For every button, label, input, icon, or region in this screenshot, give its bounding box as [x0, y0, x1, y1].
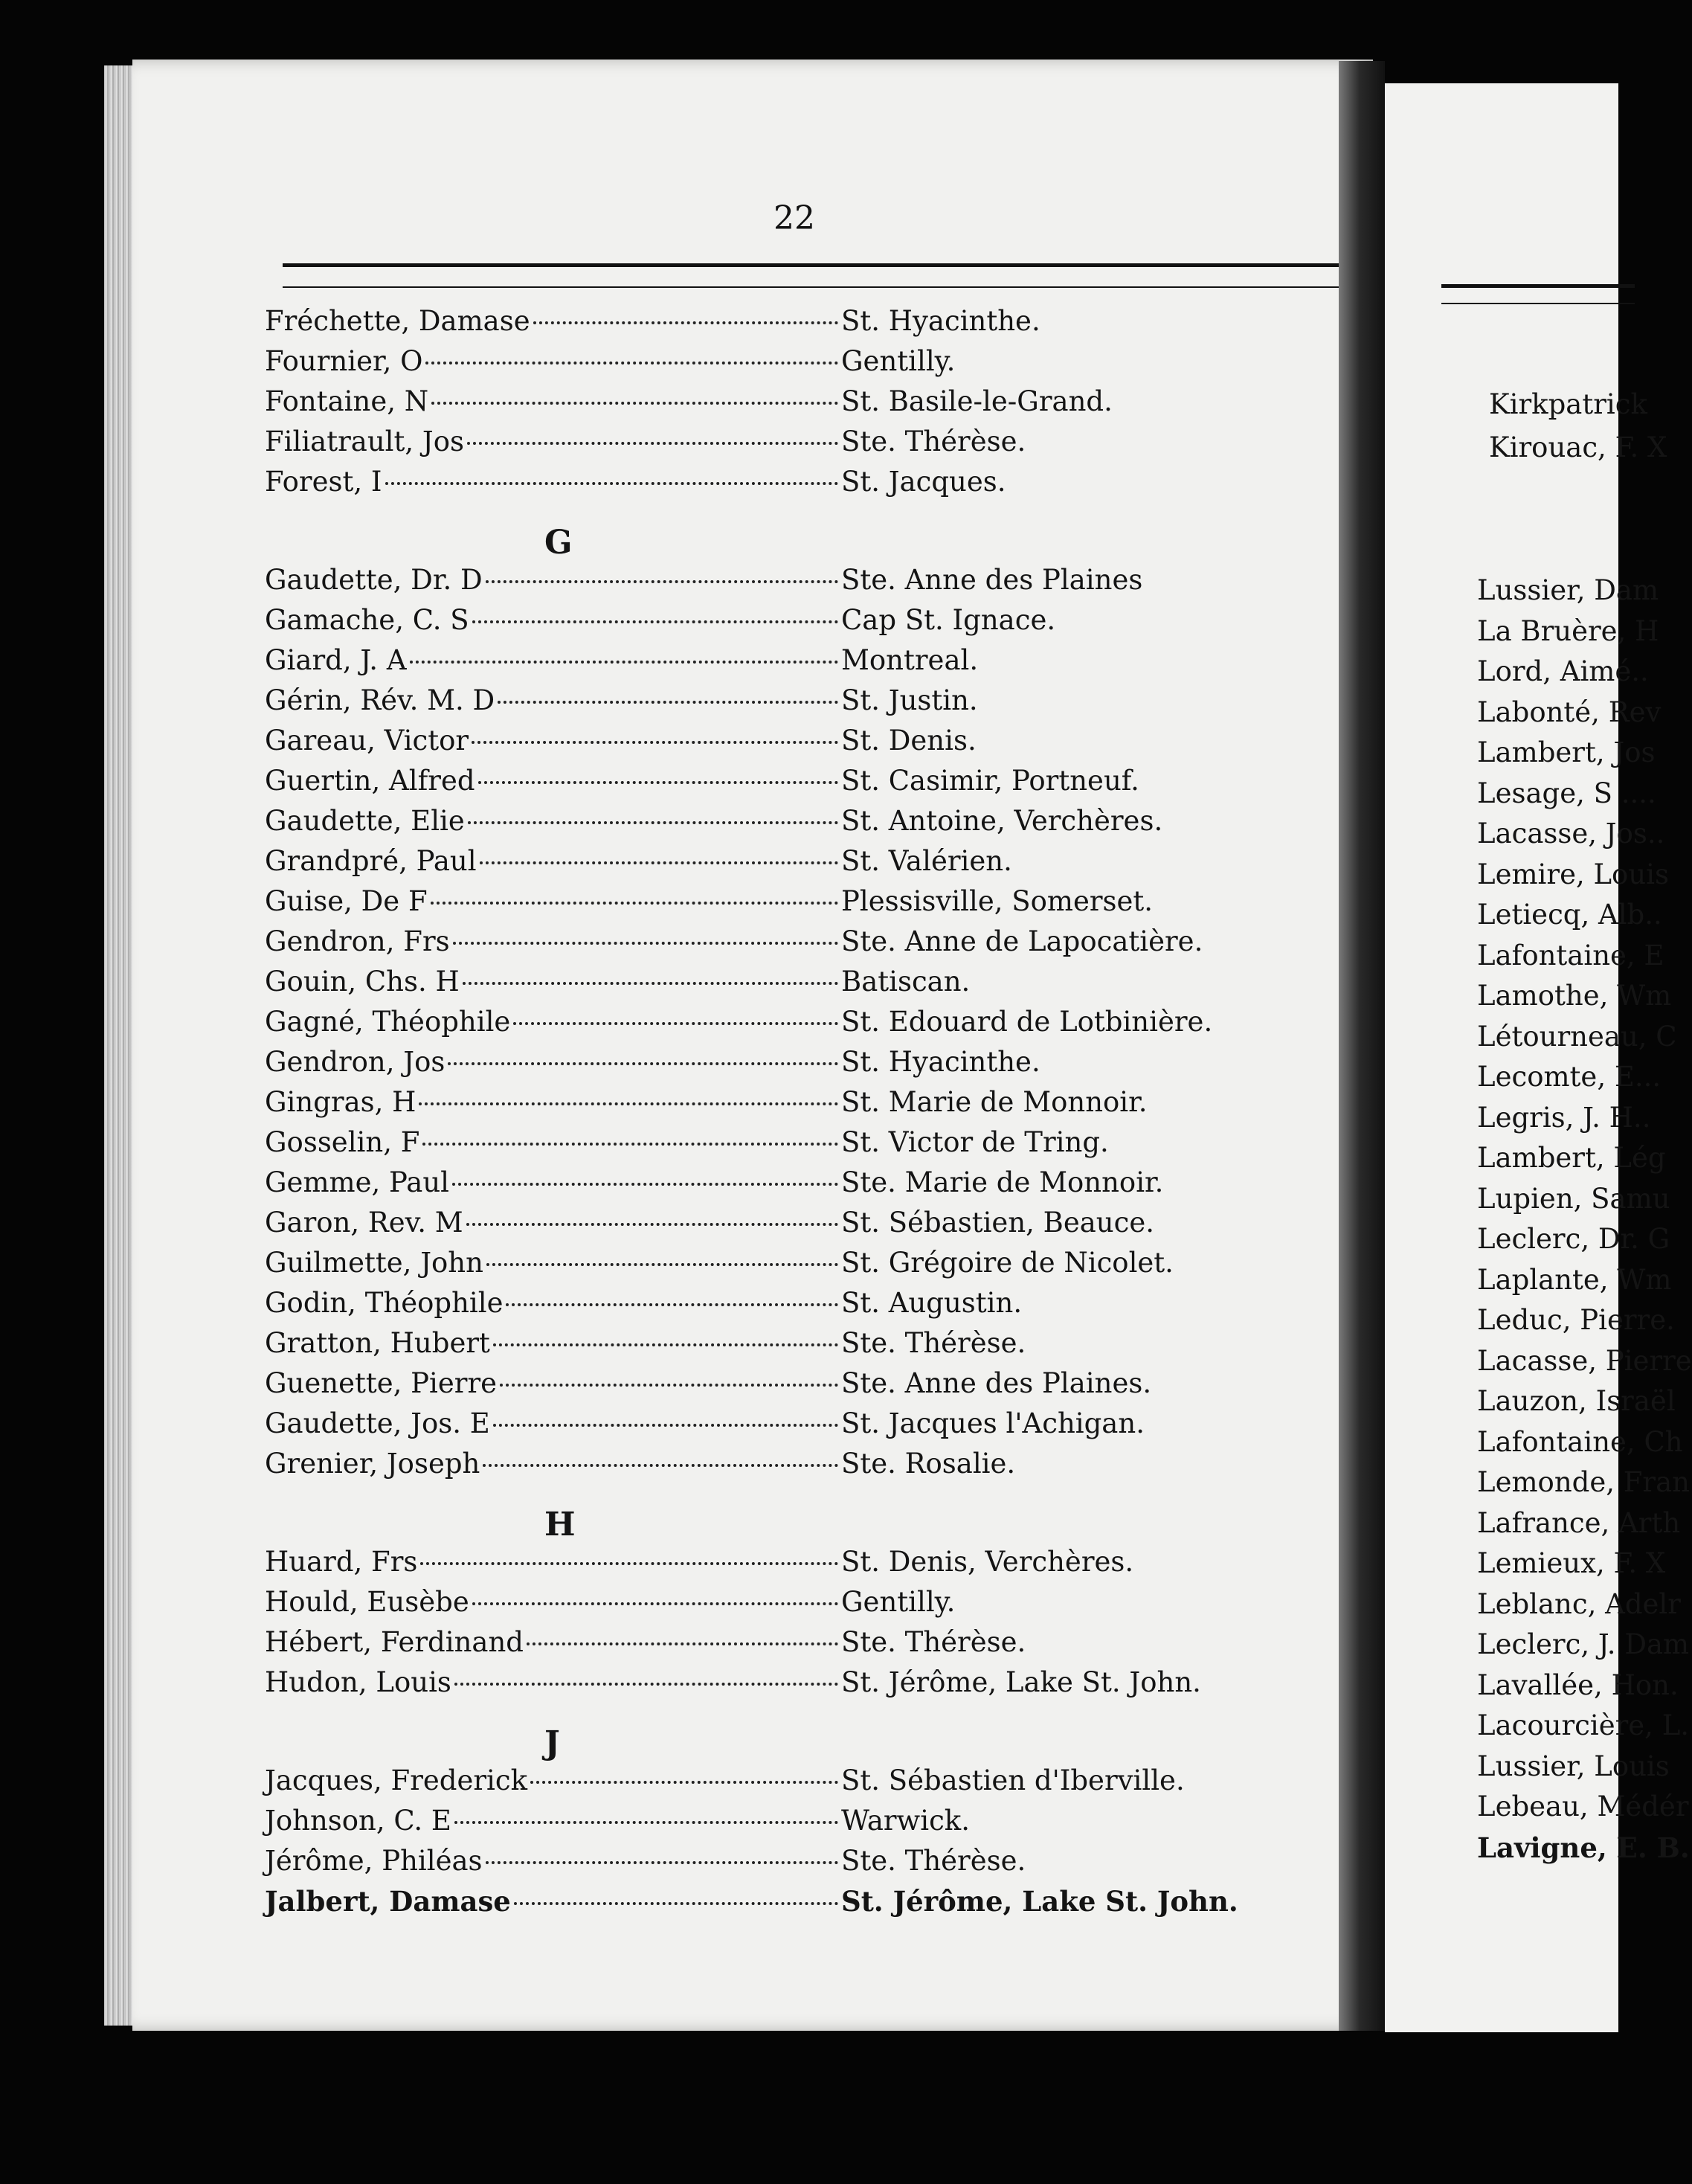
right-page-entry: Lambert, Jos: [1477, 736, 1656, 768]
directory-row: [265, 1207, 1232, 1247]
entry-name: Guenette, Pierre: [265, 1367, 498, 1399]
right-page-entry: Leblanc, Adelr: [1477, 1587, 1681, 1620]
entry-place: St. Marie de Monnoir.: [841, 1086, 1148, 1118]
directory-entries: [265, 305, 1238, 1925]
dot-leader: [513, 1022, 838, 1025]
dot-leader: [486, 580, 838, 583]
entry-place: St. Justin.: [841, 684, 978, 716]
entry-name: Fréchette, Damase: [265, 305, 530, 337]
right-page-entry: Lambert, Lég: [1477, 1142, 1666, 1174]
entry-place: Ste. Anne de Lapocatière.: [841, 925, 1203, 957]
dot-leader: [486, 1263, 838, 1266]
right-page-entry: Lemonde, Fran: [1477, 1466, 1691, 1498]
right-page-entry: Leduc, Pierre.: [1477, 1304, 1675, 1336]
entry-place: St. Hyacinthe.: [841, 305, 1040, 337]
right-page-entry: Lafrance, Arth: [1477, 1506, 1681, 1539]
entry-place: St. Jacques.: [841, 466, 1006, 498]
directory-row: [265, 1845, 1232, 1885]
entry-place: St. Grégoire de Nicolet.: [841, 1247, 1174, 1279]
directory-row: [265, 1327, 1232, 1367]
right-page-entry: Lemieux, F. X: [1477, 1547, 1666, 1579]
dot-leader: [425, 362, 838, 364]
page-number: 22: [773, 199, 815, 237]
right-page-entry: Lemire, Louis: [1477, 858, 1669, 890]
dot-leader: [527, 1642, 838, 1645]
right-page-entry: Lord, Aimé..: [1477, 655, 1649, 687]
right-page-entry: Labonté, Rev: [1477, 696, 1662, 728]
directory-row: [265, 725, 1232, 765]
right-page-entry: Létourneau, C: [1477, 1020, 1677, 1053]
entry-place: St. Hyacinthe.: [841, 1046, 1040, 1078]
directory-row: [265, 1764, 1232, 1805]
entry-place: Ste. Thérèse.: [841, 1626, 1026, 1658]
right-page-entry: Lesage, S ....: [1477, 777, 1656, 809]
directory-row: [265, 1086, 1232, 1126]
entry-place: St. Antoine, Verchères.: [841, 805, 1163, 837]
dot-leader: [454, 1821, 838, 1824]
dot-leader: [431, 402, 838, 405]
right-page: [1385, 83, 1692, 2032]
entry-place: St. Edouard de Lotbinière.: [841, 1006, 1213, 1038]
right-page-entry: Lecomte, E...: [1477, 1061, 1662, 1093]
directory-row: [265, 765, 1232, 805]
dot-leader: [468, 821, 838, 824]
entry-name: Hébert, Ferdinand: [265, 1626, 524, 1658]
right-page-entry: Leclerc, J. Dam: [1477, 1628, 1690, 1660]
dot-leader: [420, 1562, 838, 1565]
entry-place: St. Sébastien, Beauce.: [841, 1207, 1155, 1239]
dot-leader: [452, 1183, 838, 1186]
right-page-entry: Lacourcière, L.: [1477, 1709, 1690, 1741]
dot-leader: [498, 701, 838, 704]
entry-name: Gareau, Victor: [265, 725, 469, 757]
entry-place: St. Casimir, Portneuf.: [841, 765, 1139, 797]
entry-name: Gosselin, F: [265, 1126, 420, 1158]
dot-leader: [472, 741, 838, 744]
entry-place: Montreal.: [841, 644, 979, 676]
entry-name: Gendron, Frs: [265, 925, 450, 957]
directory-row: [265, 644, 1232, 684]
directory-row: [265, 604, 1232, 644]
entry-place: St. Jérôme, Lake St. John.: [841, 1885, 1238, 1918]
entry-name: Gouin, Chs. H: [265, 966, 460, 998]
dot-leader: [454, 1683, 838, 1686]
entry-name: Gingras, H: [265, 1086, 416, 1118]
right-page-entry: Lacasse, Pierre: [1477, 1344, 1692, 1377]
dot-leader: [493, 1343, 838, 1346]
entry-place: St. Denis.: [841, 725, 977, 757]
directory-row: [265, 885, 1232, 925]
directory-row: [265, 1046, 1232, 1086]
entry-name: Gendron, Jos: [265, 1046, 445, 1078]
directory-row: [265, 1626, 1232, 1666]
entry-name: Jérôme, Philéas: [265, 1845, 483, 1877]
right-page-entry: Lauzon, Israël: [1477, 1385, 1676, 1417]
directory-row: [265, 845, 1232, 885]
dot-leader: [506, 1303, 838, 1306]
entry-name: Johnson, C. E: [265, 1805, 451, 1837]
right-page-entry: Lamothe, Wm: [1477, 980, 1672, 1012]
directory-row: [265, 385, 1232, 425]
dot-leader: [514, 1902, 838, 1905]
dot-leader: [533, 321, 838, 324]
directory-row: [265, 1407, 1232, 1448]
right-page-entry: Leclerc, Dr. G: [1477, 1223, 1670, 1255]
entry-place: Ste. Marie de Monnoir.: [841, 1166, 1164, 1198]
entry-name: Fontaine, N: [265, 385, 429, 417]
right-page-entry: Lavallée, Hon.: [1477, 1668, 1679, 1701]
dot-leader: [463, 982, 838, 985]
entry-name: Jalbert, Damase: [265, 1885, 511, 1918]
directory-row: [265, 425, 1232, 466]
entry-place: St. Jérôme, Lake St. John.: [841, 1666, 1201, 1698]
entry-name: Gamache, C. S: [265, 604, 469, 636]
entry-name: Gagné, Théophile: [265, 1006, 511, 1038]
directory-row: [265, 1287, 1232, 1327]
book-page-edges: [104, 65, 135, 2026]
entry-name: Giard, J. A: [265, 644, 407, 676]
directory-row: [265, 1166, 1232, 1207]
right-page-entry: Lacasse, Jos..: [1477, 818, 1665, 849]
dot-leader: [478, 781, 838, 784]
entry-place: Warwick.: [841, 1805, 970, 1837]
entry-name: Fournier, O: [265, 345, 423, 377]
directory-row: [265, 305, 1232, 345]
entry-place: Gentilly.: [841, 345, 956, 377]
dot-leader: [410, 661, 838, 664]
entry-name: Grandpré, Paul: [265, 845, 477, 877]
right-page-entry: Lussier, Louis: [1477, 1750, 1670, 1782]
right-page-entry: Lafontaine, Ch: [1477, 1425, 1683, 1458]
dot-leader: [453, 942, 838, 945]
entry-place: Ste. Anne des Plaines.: [841, 1367, 1152, 1399]
entry-place: Ste. Rosalie.: [841, 1448, 1016, 1480]
entry-name: Jacques, Frederick: [265, 1764, 528, 1796]
entry-place: St. Basile-le-Grand.: [841, 385, 1113, 417]
dot-leader: [448, 1062, 838, 1065]
entry-name: Filiatrault, Jos: [265, 425, 464, 457]
dot-leader: [472, 1602, 838, 1605]
dot-leader: [431, 902, 838, 905]
right-page-entry: Lussier, Dam: [1477, 574, 1659, 606]
directory-row: [265, 684, 1232, 725]
entry-name: Hould, Eusèbe: [265, 1586, 469, 1618]
right-page-entry: Lupien, Samu: [1477, 1182, 1670, 1215]
entry-place: St. Victor de Tring.: [841, 1126, 1109, 1158]
entry-name: Guertin, Alfred: [265, 765, 475, 797]
right-page-entry: Legris, J. H..: [1477, 1101, 1651, 1134]
directory-row: [265, 345, 1232, 385]
right-page-entry: Lafontaine, E: [1477, 939, 1664, 971]
right-page-entry: Lavigne, E. B.: [1477, 1831, 1690, 1864]
dot-leader: [422, 1143, 838, 1146]
entry-name: Gaudette, Dr. D: [265, 564, 483, 596]
entry-place: Ste. Thérèse.: [841, 1845, 1026, 1877]
entry-place: Ste. Thérèse.: [841, 425, 1026, 457]
directory-row: [265, 1546, 1232, 1586]
dot-leader: [483, 1464, 838, 1467]
directory-row: [265, 925, 1232, 966]
directory-row: [265, 1805, 1232, 1845]
right-page-entry: Kirkpatrick: [1489, 388, 1647, 420]
entry-name: Hudon, Louis: [265, 1666, 451, 1698]
entry-place: St. Denis, Verchères.: [841, 1546, 1134, 1578]
dot-leader: [419, 1102, 838, 1105]
entry-name: Gemme, Paul: [265, 1166, 449, 1198]
directory-row: [265, 1126, 1232, 1166]
entry-place: Ste. Anne des Plaines: [841, 564, 1143, 596]
entry-name: Gérin, Rév. M. D: [265, 684, 495, 716]
directory-row: [265, 466, 1232, 506]
entry-name: Grenier, Joseph: [265, 1448, 480, 1480]
directory-row: [265, 1367, 1232, 1407]
right-page-entry: Lebeau, Médér: [1477, 1790, 1689, 1822]
entry-place: Batiscan.: [841, 966, 971, 998]
directory-row: [265, 966, 1232, 1006]
entry-name: Gaudette, Jos. E: [265, 1407, 490, 1439]
dot-leader: [467, 442, 838, 445]
entry-place: St. Augustin.: [841, 1287, 1023, 1319]
book-gutter: [1339, 61, 1385, 2031]
right-page-entry: Letiecq, Alb..: [1477, 899, 1662, 931]
section-letter: G: [544, 524, 573, 562]
entry-name: Forest, I: [265, 466, 382, 498]
dot-leader: [466, 1223, 838, 1226]
directory-row: [265, 1006, 1232, 1046]
entry-name: Gratton, Hubert: [265, 1327, 490, 1359]
header-rule: [283, 263, 1339, 288]
dot-leader: [486, 1861, 838, 1864]
directory-row: [265, 1448, 1232, 1488]
directory-row: [265, 1247, 1232, 1287]
entry-place: Ste. Thérèse.: [841, 1327, 1026, 1359]
dot-leader: [530, 1781, 838, 1784]
directory-row: [265, 1885, 1238, 1925]
entry-place: Cap St. Ignace.: [841, 604, 1056, 636]
dot-leader: [480, 861, 838, 864]
right-page-entry: Laplante, Wm: [1477, 1263, 1672, 1296]
dot-leader: [500, 1384, 838, 1387]
directory-row: [265, 1586, 1232, 1626]
entry-name: Gaudette, Elie: [265, 805, 465, 837]
entry-name: Huard, Frs: [265, 1546, 418, 1578]
entry-place: St. Sébastien d'Iberville.: [841, 1764, 1185, 1796]
entry-place: Gentilly.: [841, 1586, 956, 1618]
dot-leader: [472, 620, 838, 623]
dot-leader: [385, 482, 838, 485]
section-letter: J: [544, 1724, 560, 1762]
section-letter: H: [544, 1506, 576, 1544]
dot-leader: [493, 1424, 838, 1427]
entry-place: St. Valérien.: [841, 845, 1012, 877]
directory-row: [265, 564, 1232, 604]
entry-name: Guilmette, John: [265, 1247, 483, 1279]
directory-row: [265, 1666, 1232, 1706]
right-page-entry: Kirouac, F. X: [1489, 431, 1667, 463]
entry-name: Guise, De F: [265, 885, 428, 917]
right-page-entry: La Bruère, H: [1477, 614, 1659, 647]
entry-place: St. Jacques l'Achigan.: [841, 1407, 1145, 1439]
right-page-rule: [1441, 284, 1635, 304]
directory-row: [265, 805, 1232, 845]
entry-name: Godin, Théophile: [265, 1287, 504, 1319]
entry-name: Garon, Rev. M: [265, 1207, 463, 1239]
entry-place: Plessisville, Somerset.: [841, 885, 1154, 917]
